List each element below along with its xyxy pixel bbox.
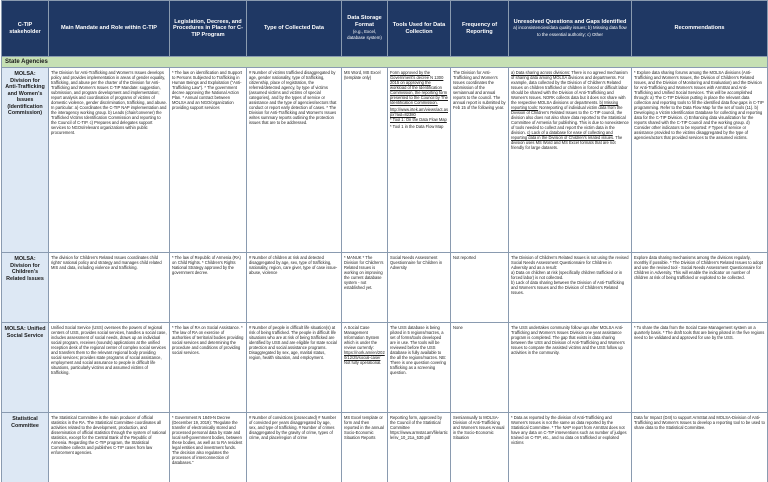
header-legislation: Legislation, Decrees, and Procedures in Place for C-TIP Program [170,1,247,57]
section-row-state-agencies [2,57,768,68]
header-stakeholder: C-TIP stakeholder [2,1,49,57]
tools-text: Reporting form, approved by the Council of the Statistical Committee [390,414,442,430]
data-type-cell: # Number of victims trafficked disaggregated by age, gender nationality, type of trafficking, citizenship, place of registration, the referred/detected agency, by type of victims (assumed victims and victims of special categories), and by the types of service or assistance and the type of agencies/sectors that conduct or report early detection of cases. * The Division for Anti-Trafficking and Women's Issues writes summary reports outlining the protection issues that are to be addressed. [247,68,342,253]
tools-url-link[interactable]: https://www.armstat.am/file/article/sv_10_21a_530.pdf [390,429,448,440]
unresolved-cell [509,253,632,323]
storage-cell [342,323,388,413]
legislation-cell: * The law on identification and Support to Persons Subjected to Trafficking in Human Beings and Exploitation ("Anti-Trafficking Law"). * The government decree approving the National Action Plan. * Annual contract between MOLSA and an NGO/organization providing support services [170,68,247,253]
tools-tool1-note: * Tool 1 in the Data Flow Map [390,123,444,129]
table-row [2,253,768,323]
legislation-cell: * Government N 1849-N Decree (December 19, 2019): "Regulate the transfer of electronically stored and processed personal data by state and local self-government bodies, between these bodies, as well as to RA resident legal entities and investment funds. The decision also regulates the processes of interconnection of databases." [170,413,247,482]
table-row [2,413,768,482]
header-unresolved-sub: a) inconsistencies/data quality issues; b) Missing data flow to the essential authority; c) Other [513,25,627,37]
recommendations-cell: * Explore data sharing forums among the MOLSA divisions (Anti-Trafficking and Women's Issues, the Division of Children's Related Issues, and the Division of Monitoring and Evaluation) and the Division for Anti-Trafficking and Women's Issues with ArmStat and Anti-Trafficking and Unified Social Services. This will be accomplished through: a) The C-TIP Division putting in place the relevant data collection and reporting tools to fill the identified data flow gaps in C-TIP programming. Refer to the Data Flow Map for the set of tools (11). b) Developing a Victim Identification Database for collecting and reporting data for the C-TIP Division. c) Enhancing data visualization for the reports shared with the C-TIP Council and the working group. d) Consider other indicators to be reported: # Types of service or assistance provided to the victims disaggregated by the type of agencies/actors that provided services to the assumed victims. [632,68,768,253]
gap-a-text: a) Data on children at risk (specifically children trafficked or in forced labor) is not collected. [511,269,623,280]
gap-a-text: There is no agreed mechanism of sharing data among MOLSA divisions and departments. For example, data collected by the Division of Children's Related Issues on children trafficked or children in forced or difficult labor should be shared with the Division of Anti-Trafficking and Women's Issues. NORK collects data but it does not share with the respective MOLSA divisions or departments. [511,69,628,105]
header-mandate: Main Mandate and Role within C-TIP [49,1,170,57]
recommendations-cell: Data for Impact (D4I) to support ArmStat and MOLSA-Division of Anti-Trafficking and Women's Issues to develop a reporting tool to be used to share data to the Statistical Committee. [632,413,768,482]
legislation-cell: * The law of RA on Social Assistance. * The law of RA on exercise of authorities of territorial bodies providing social services and determining the procedure and conditions of providing social services. [170,323,247,413]
frequency-cell: None [451,323,509,413]
section-title: State Agencies [2,57,768,68]
gap-c-text: The division uses MS Word and MS Excel formats that are not friendly for large datasets. [511,134,623,150]
tools-form-link[interactable]: Form approved by the Government's decree N 1300 2015 on approving the workload of the Identification Commission, the reporting form presented to the Council by The Identification Commission. [390,69,448,105]
header-frequency: Frequency of Reporting [451,1,509,57]
data-type-cell: # Number of children at risk and detected disaggregated by age, sex, type of trafficking, nationality, region, care giver, type of case issue-abuse, violence [247,253,342,323]
header-unresolved [509,1,632,57]
unresolved-cell [509,68,632,253]
header-tools: Tools Used for Data Collection [388,1,451,57]
mandate-cell: Unified Social Service (USS) oversees the powers of regional centers of USS, provides social services, handles a social case, includes assessment of social needs, draws up an individual social program, receives (sounds) applications at the unified reception desk of the regional center of complex social services and transfers them to the relevant regional body providing social services; provides state programs of social assistance, employment and social assurance to people in difficult life situations, particularly victims and assumed victims of trafficking. [49,323,170,413]
stakeholder-cell: MOLSA: Unified Social Service [2,323,49,413]
frequency-cell: Semiannually to MOLSA- Division of Anti-Trafficking and Women's Issues Annual in the Socio-Economic Situation [451,413,509,482]
header-unresolved-title: Unresolved Questions and Gaps Identified [513,18,627,25]
gap-b-text: b) Lack of data sharing between the Division of Anti-Trafficking and Women's Issues and the Division of Children's Related Issues. [511,279,625,295]
frequency-cell: The Division for Anti-Trafficking and Women's Issues coordinates the submission of the semiannual and annual reports to the council. The annual report is submitted by Feb 15 of the following year. [451,68,509,253]
tools-cell [388,68,451,253]
tools-tool1-link[interactable]: * Tool 1: On the Data Flow Map [390,116,447,122]
gap-c-title: c) Lack of a database for ease of collecting and reporting data in the Division of Children's related issues. [511,129,615,140]
storage-text: A Social Case Management Information System which is under the review currently: [344,324,380,350]
gap-intro: The Division of Children's Related Issues is not using the revised Social Needs Assessment Questionnaire for Children in Adversity and as a result: [511,254,629,270]
storage-cell: MS Excel template or form and then reported in the annual Socio-Economic Situation Reports [342,413,388,482]
header-data-type: Type of Collected Data [247,1,342,57]
recommendations-cell: Explore data sharing mechanisms among the divisions regularly, monthly if possible. * The Division of Children's Related Issues to adopt and use the revised tool - Social Needs Assessment Questionnaire for Children in Adversity. This will enable the indicator on number of children at risk of being trafficked or exploited to be collected. [632,253,768,323]
storage-tail: Not fully operational. [344,359,382,365]
frequency-cell: Not reported [451,253,509,323]
table-header [2,1,768,57]
table-row [2,68,768,253]
tools-cell: Social Needs Assessment Questionnaire for Children in Adversity [388,253,451,323]
unresolved-cell: The USS undertakes community follow ups after MOLSA Anti-Trafficking and Women's Issues Division one year assistance program is completed. The gap that exists is data sharing between the USS and Division of Anti-Trafficking and Women's Issues to compare the assisted victims and the USS follow up activities in the community. [509,323,632,413]
mandate-cell: The Division for Anti-Trafficking and Women's Issues develops policy and provides implementation in areas of gender equality, trafficking, and abuse per the charter of the Division for Anti-Trafficking and Women's Issues C-TIP Mandate: suggestion, submission, and program development and implementation; report analysis and coordination of programs of victims of domestic violence, gender discrimination, trafficking, and abuse. In particular: a) Coordinates the C-TIP NAP implementation and the interagency working group. b) Leads (chair/convener) the Trafficked Victims Identification Commission and reporting to the Council of C-TIP. c) Prepares and delegates support services to NGOs/relevant organizations within public procurement. [49,68,170,253]
header-storage [342,1,388,57]
recommendations-cell: * To share the data from the Social Case Management system on a quarterly basis. * The draft tools that are being piloted in the five regions need to be validated and approved for use by the USS. [632,323,768,413]
data-type-cell: # Number of people in difficult life situation(s) at risk of being trafficked. The people in difficult life situations who are at risk of being trafficked are identified by USS and are eligible for state social protection and social assistance programs. Disaggregated by sex, age, marital status, region, health situation, and employment. [247,323,342,413]
table-row [2,323,768,413]
mandate-cell: The Statistical Committee is the main producer of official statistics in the RA. The Statistical Committee coordinates all activities related to the development, production, and dissemination of official statistics through the system of national statistics, except for the Central Bank of the Republic of Armenia. Regarding the C-TIP program, the Statistical Committee collects and publishes C-TIP cases from law enforcement agencies. [49,413,170,482]
tools-cell: The USS database is being piloted in 5 regions/marzes, a set of forms/tools developed are in use. The tools will be reviewed before the USS database is fully available to the all the regions/marzes. NB: There is one question covering trafficking as a screening question. [388,323,451,413]
legislation-cell: * The law of Republic of Armenia (RA) on Child Rights. * Children's Rights National Strategy approved by the government decree. [170,253,247,323]
stakeholder-cell: MOLSA: Division for Children's Related Issues [2,253,49,323]
storage-cell: MS Word, MS Excel (template only) [342,68,388,253]
header-storage-title: Data Storage Format [347,15,382,28]
header-storage-sub: (e.g., Excel, database system) [347,28,382,41]
stakeholder-cell: Statistical Committee [2,413,49,482]
header-recommendations: Recommendations [632,1,768,57]
gap-b-title: b) Missing reporting tools: [511,99,619,110]
unresolved-cell: * Data as reported by the division of Anti-Trafficking and Women's Issues is not the same as data reported by the Statistical Committee. * The NAP report from ArmStat does not have any data on C-TIP interventions such as number of judges trained on C-TIP, etc., and no data on trafficked or exploited victims [509,413,632,482]
storage-url-link[interactable]: https://nork.am/en/2020/12/25/social-case/ [344,349,385,360]
gap-a-title: a) Data sharing across divisions: [511,69,571,75]
data-type-cell: # Number of convictions (prosecuted) # Number of convicted per years disaggregated by age, sex, and type of trafficking. # Number of crimes disaggregated by the gravity of crime, types of crime, and place/region of crime [247,413,342,482]
tools-url-link[interactable]: http://www.irtek.am/views/act.aspx?aid=82380 [390,106,449,117]
storage-cell: * MANUK * The Division for Children's Related Issues is working on improving the current database system - not established yet. [342,253,388,323]
mandate-cell: The division for Children's Related Issues coordinates child rights' national policy and strategy and manages child related MIS and data, including violence and trafficking. [49,253,170,323]
stakeholder-cell: MOLSA: Division for Anti-Trafficking and Women's Issues (Identification Commission) [2,68,49,253]
gap-b-text: Nonreporting of individual victim data from the Division of Children's Related Issues to the C-TIP council, the division also does not also share data reported to the Statistical Committee of Armenia for publishing. This is due to nonexistence of tools needed to collect and report the victim data in the division. [511,104,629,135]
tools-cell [388,413,451,482]
c-tip-stakeholder-table [1,0,768,482]
